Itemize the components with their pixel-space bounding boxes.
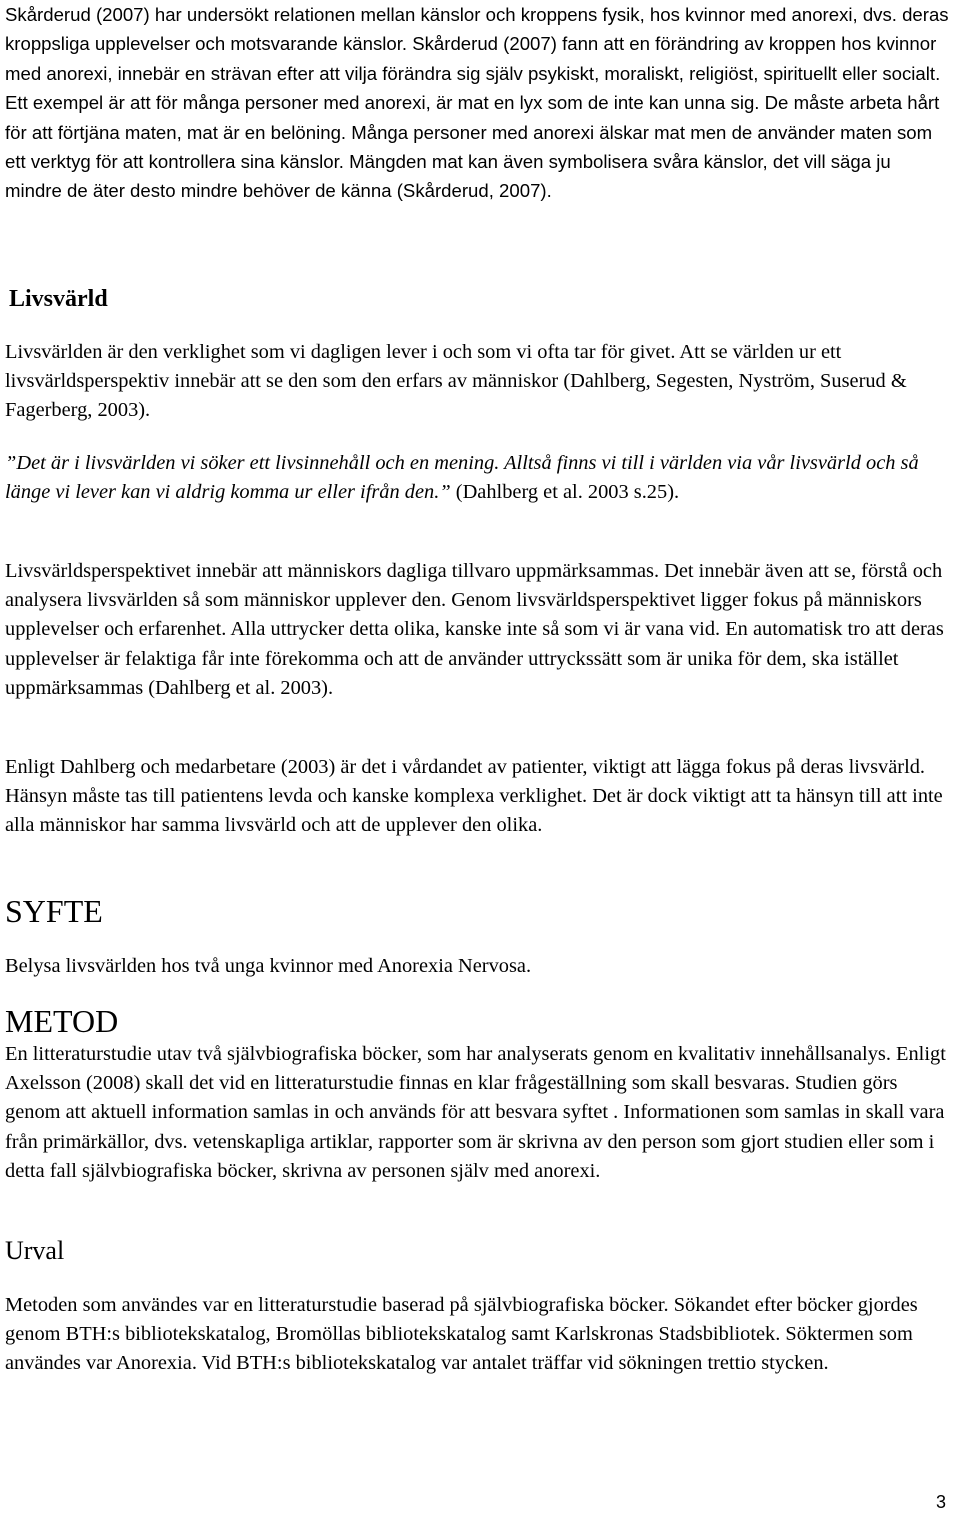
heading-syfte: SYFTE — [5, 893, 103, 929]
paragraph-dahlberg: Enligt Dahlberg och medarbetare (2003) är det i vårdandet av patienter, viktigt att lägga fokus på deras livsvärld. Hänsyn måste tas till patientens levda och kanske komplexa verklighet. Det är dock viktigt att ta hänsyn till att inte alla människor har samma livsvärld och att de upplever den olika. — [5, 756, 943, 837]
heading-livsvarld: Livsvärld — [9, 286, 108, 312]
heading-urval: Urval — [5, 1236, 65, 1265]
quote-block — [5, 449, 953, 507]
paragraph-skarderud: Skårderud (2007) har undersökt relationen mellan känslor och kroppens fysik, hos kvinnor med anorexi, dvs. deras kroppsliga upplevelser och motsvarande känslor. Skårderud (2007) fann att en förändring av kroppen hos kvinnor med anorexi, innebär en strävan efter att vilja förändra sig själv psykiskt, moraliskt, religiöst, spirituellt eller socialt. Ett exempel är att för många personer med anorexi, är mat en lyx som de inte kan unna sig. De måste arbeta hårt för att förtjäna maten, mat är en belöning. Många personer med anorexi älskar mat men de använder maten som ett verktyg för att kontrollera sina känslor. Mängden mat kan även symbolisera svåra känslor, det vill säga ju mindre de äter desto mindre behöver de känna (Skårderud, 2007). — [5, 4, 949, 202]
page-number: 3 — [935, 1492, 946, 1512]
paragraph-metod: En litteraturstudie utav två självbiografiska böcker, som har analyserats genom en kvalitativ innehållsanalys. Enligt Axelsson (2008) skall det vid en litteraturstudie finnas en klar frågeställning som skall besvaras. Studien görs genom att aktuell information samlas in och används för att besvara syftet . Informationen som samlas in skall vara från primärkällor, dvs. vetenskapliga artiklar, rapporter som är skrivna av den person som gjort studien eller som i detta fall självbiografiska böcker, skrivna av personen själv med anorexi. — [5, 1043, 946, 1182]
paragraph-urval: Metoden som användes var en litteraturstudie baserad på självbiografiska böcker. Sökandet efter böcker gjordes genom BTH:s bibliotekskatalog, Bromöllas bibliotekskatalog samt Karlskronas Stadsbibliotek. Söktermen som användes var Anorexia. Vid BTH:s bibliotekskatalog var antalet träffar vid sökningen trettio stycken. — [5, 1294, 918, 1375]
paragraph-syfte: Belysa livsvärlden hos två unga kvinnor med Anorexia Nervosa. — [5, 955, 532, 977]
quote-reference: (Dahlberg et al. 2003 s.25). — [450, 481, 680, 504]
paragraph-livsvarldsperspektiv: Livsvärldsperspektivet innebär att människors dagliga tillvaro uppmärksammas. Det innebär även att se, förstå och analysera livsvärlden så som människor upplever den. Genom livsvärldsperspektivet ligger fokus på människors upplevelser och erfarenhet. Alla uttrycker detta olika, kanske inte så som vi är vana vid. En automatisk tro att deras upplevelser är felaktiga får inte förekomma och att de använder uttryckssätt som är unika för dem, ska istället uppmärksammas (Dahlberg et al. 2003). — [5, 560, 944, 699]
quote-text: ”Det är i livsvärlden vi söker ett livsinnehåll och en mening. Alltså finns vi till i världen via vår livsvärld och så länge vi lever kan vi aldrig komma ur eller ifrån den.” — [5, 452, 919, 504]
heading-metod: METOD — [5, 1003, 119, 1039]
paragraph-livsvarld-definition: Livsvärlden är den verklighet som vi dagligen lever i och som vi ofta tar för givet. Att se världen ur ett livsvärldsperspektiv innebär att se den som den erfars av människor (Dahlberg, Segesten, Nyström, Suserud & Fagerberg, 2003). — [5, 341, 907, 422]
